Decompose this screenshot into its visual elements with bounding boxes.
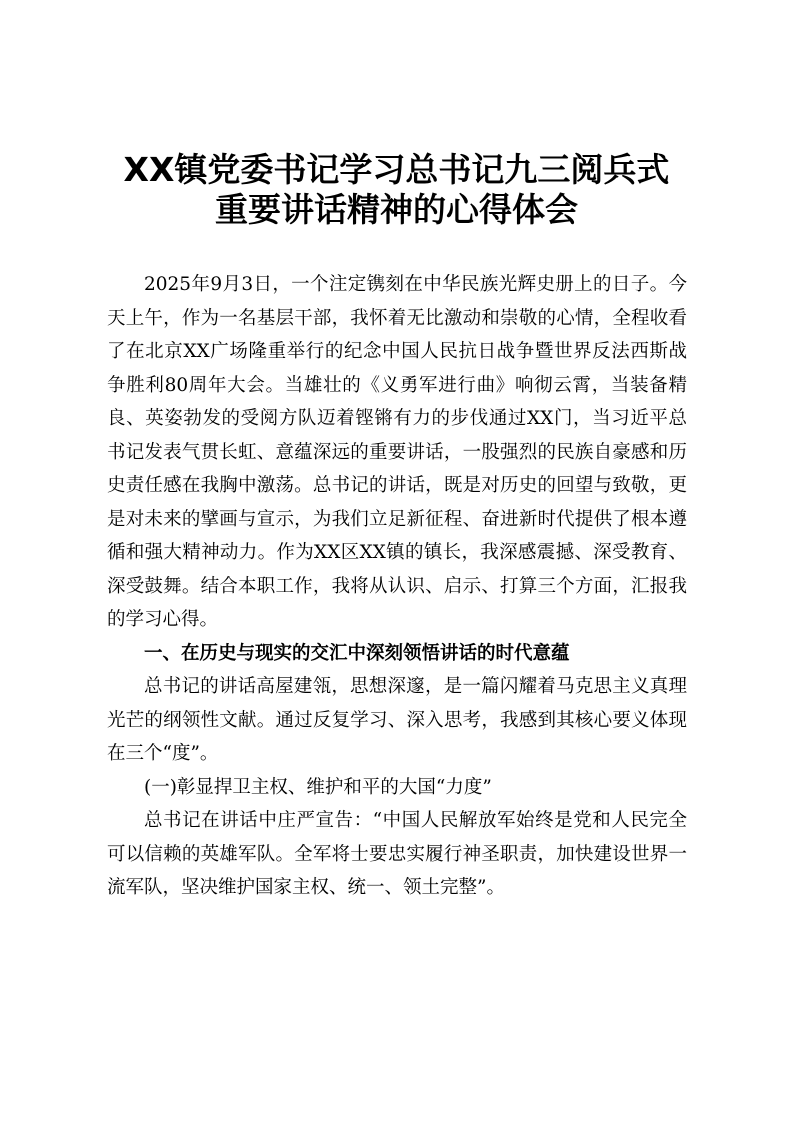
document-title-line-2: 重要讲话精神的心得体会 — [215, 190, 578, 229]
intro-paragraph: 2025年9月3日，一个注定镌刻在中华民族光辉史册上的日子。今天上午，作为一名基层干部，我怀着无比激动和崇敬的心情，全程收看了在北京XX广场隆重举行的纪念中国人民抗日战争暨世界反法西斯战争胜利80周年大会。当雄壮的《义勇军进行曲》响彻云霄，当装备精良、英姿勃发的受阅方队迈着铿锵有力的步伐通过XX门，当习近平总书记发表气贯长虹、意蕴深远的重要讲话，一股强烈的民族自豪感和历史责任感在我胸中激荡。总书记的讲话，既是对历史的回望与致敬，更是对未来的擘画与宣示，为我们立足新征程、奋进新时代提供了根本遵循和强大精神动力。作为XX区XX镇的镇长，我深感震撼、深受教育、深受鼓舞。结合本职工作，我将从认识、启示、打算三个方面，汇报我的学习心得。 — [107, 274, 687, 630]
section-heading-1: 一、在历史与现实的交汇中深刻领悟讲话的时代意蕴 — [144, 642, 570, 664]
subsection-paragraph-1: 总书记在讲话中庄严宣告：“中国人民解放军始终是党和人民完全可以信赖的英雄军队。全军将士要忠实履行神圣职责，加快建设世界一流军队，坚决维护国家主权、统一、领土完整”。 — [107, 810, 687, 898]
document-title-line-1: XX镇党委书记学习总书记九三阅兵式 — [123, 150, 670, 189]
subsection-heading-1: (一)彰显捍卫主权、维护和平的大国“力度” — [144, 776, 492, 798]
document-body — [107, 268, 687, 905]
section-paragraph-1: 总书记的讲话高屋建瓴，思想深邃，是一篇闪耀着马克思主义真理光芒的纲领性文献。通过反复学习、深入思考，我感到其核心要义体现在三个“度”。 — [107, 676, 687, 764]
